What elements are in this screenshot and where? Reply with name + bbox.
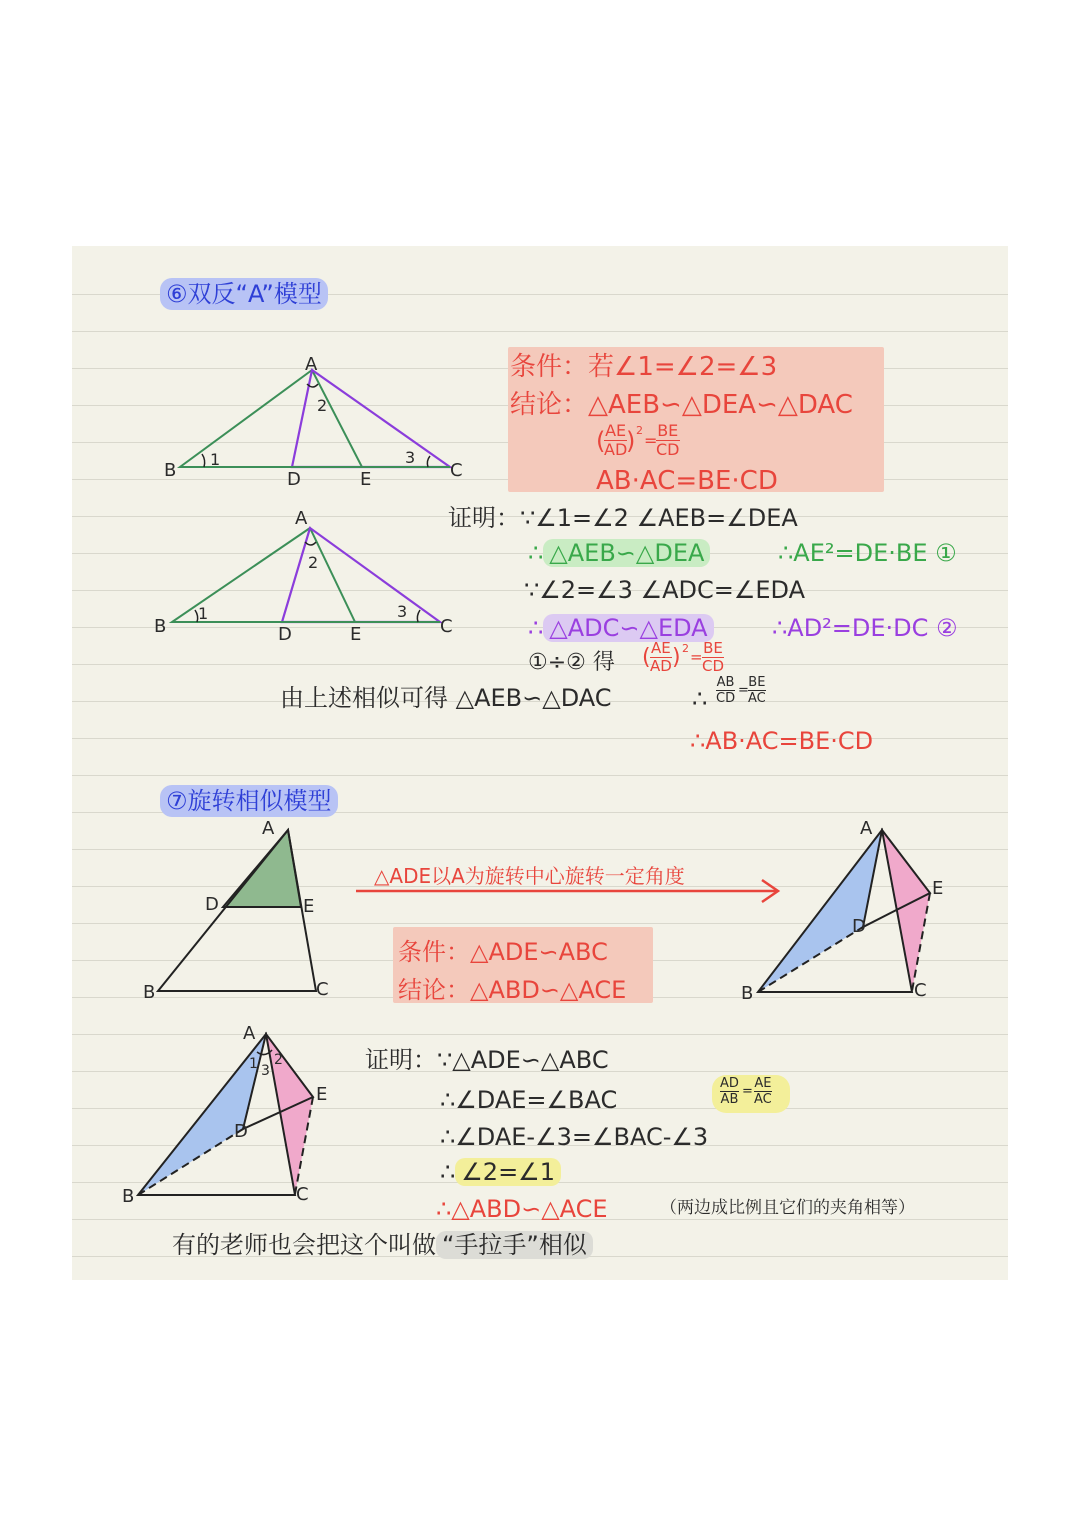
fig7b-label-c: C [296, 1184, 309, 1205]
fig1-label-b: B [164, 460, 177, 481]
proof6-line3: ∵∠2=∠3 ∠ADC=∠EDA [524, 576, 806, 604]
summary-line: 由上述相似可得 △AEB∽△DAC [280, 684, 612, 712]
figure-rotation-proof [120, 1022, 330, 1207]
fig7r-label-c: C [914, 980, 927, 1001]
fig7l-label-d: D [205, 894, 219, 915]
fig2-angle-2: 2 [308, 553, 319, 572]
fig7b-angle-1: 1 [249, 1056, 258, 1072]
final-line: ∴AB·AC=BE·CD [690, 727, 874, 755]
condition-line: 条件：若∠1=∠2=∠3 [510, 352, 778, 382]
fig7r-label-a: A [860, 818, 873, 839]
fig2-angle-3: 3 [397, 602, 408, 621]
rotation-caption: △ADE以A为旋转中心旋转一定角度 [374, 864, 685, 888]
fig2-label-d: D [278, 624, 292, 645]
product-line: AB·AC=BE·CD [596, 466, 778, 496]
fig7b-label-d: D [234, 1121, 248, 1142]
footer-line: 有的老师也会把这个叫做 “手拉手”相似 [172, 1233, 593, 1257]
fig2-label-e: E [350, 624, 362, 645]
fig2-angle-1: 1 [198, 604, 209, 623]
proof6-line4-result: ∴AD²=DE·DC ② [772, 614, 958, 642]
fig2-label-c: C [440, 616, 453, 637]
figure-rotation-rotated [740, 820, 950, 1005]
proof7-line4: ∴ ∠2=∠1 [440, 1160, 561, 1184]
fig2-label-b: B [154, 616, 167, 637]
conclusion-line: 结论：△AEB∽△DEA∽△DAC [510, 390, 853, 420]
fig7b-angle-3: 3 [261, 1063, 270, 1079]
fig7l-label-b: B [143, 982, 156, 1003]
condition7-line: 条件：△ADE∽ABC [398, 938, 608, 966]
fig1-angle-3: 3 [405, 448, 416, 467]
proof7-line5-note: （两边成比例且它们的夹角相等） [660, 1198, 915, 1218]
conclusion7-line: 结论：△ABD∽△ACE [398, 976, 627, 1004]
fig7b-label-e: E [316, 1084, 328, 1105]
section7-title: ⑦旋转相似模型 [160, 789, 338, 813]
proof6-line5-prefix: ①÷② 得 [528, 650, 615, 675]
fig7r-label-b: B [741, 983, 754, 1004]
fig7b-label-a: A [243, 1023, 256, 1044]
fig7b-label-b: B [122, 1186, 135, 1207]
fig7r-label-d: D [852, 916, 866, 937]
proof7-line5: ∴△ABD∽△ACE [436, 1195, 608, 1223]
section6-title: ⑥双反“A”模型 [160, 282, 328, 306]
proof7-line1: 证明：∵△ADE∽△ABC [365, 1046, 609, 1074]
proof6-line2-result: ∴AE²=DE·BE ① [778, 539, 957, 567]
fig7l-label-a: A [262, 818, 275, 839]
fig1-label-a: A [305, 354, 318, 375]
fig7l-label-c: C [316, 979, 329, 1000]
proof6-line4: ∴ △ADC∽△EDA [528, 616, 714, 640]
fig1-angle-1: 1 [210, 450, 221, 469]
fig1-label-d: D [287, 469, 301, 490]
fig1-label-c: C [450, 460, 463, 481]
fig1-label-e: E [360, 469, 372, 490]
proof7-line3: ∴∠DAE-∠3=∠BAC-∠3 [440, 1123, 709, 1151]
rotation-arrow-icon [354, 878, 784, 904]
fig7r-label-e: E [932, 878, 944, 899]
summary-therefore: ∴ [692, 685, 708, 713]
proof6-line1: 证明：∵∠1=∠2 ∠AEB=∠DEA [448, 504, 798, 532]
proof7-line2: ∴∠DAE=∠BAC [440, 1086, 618, 1114]
proof6-line2: ∴ △AEB∽△DEA [528, 541, 710, 565]
fig7l-label-e: E [303, 896, 315, 917]
fig7b-angle-2: 2 [274, 1052, 283, 1068]
fig1-angle-2: 2 [317, 396, 328, 415]
fig2-label-a: A [295, 508, 308, 529]
